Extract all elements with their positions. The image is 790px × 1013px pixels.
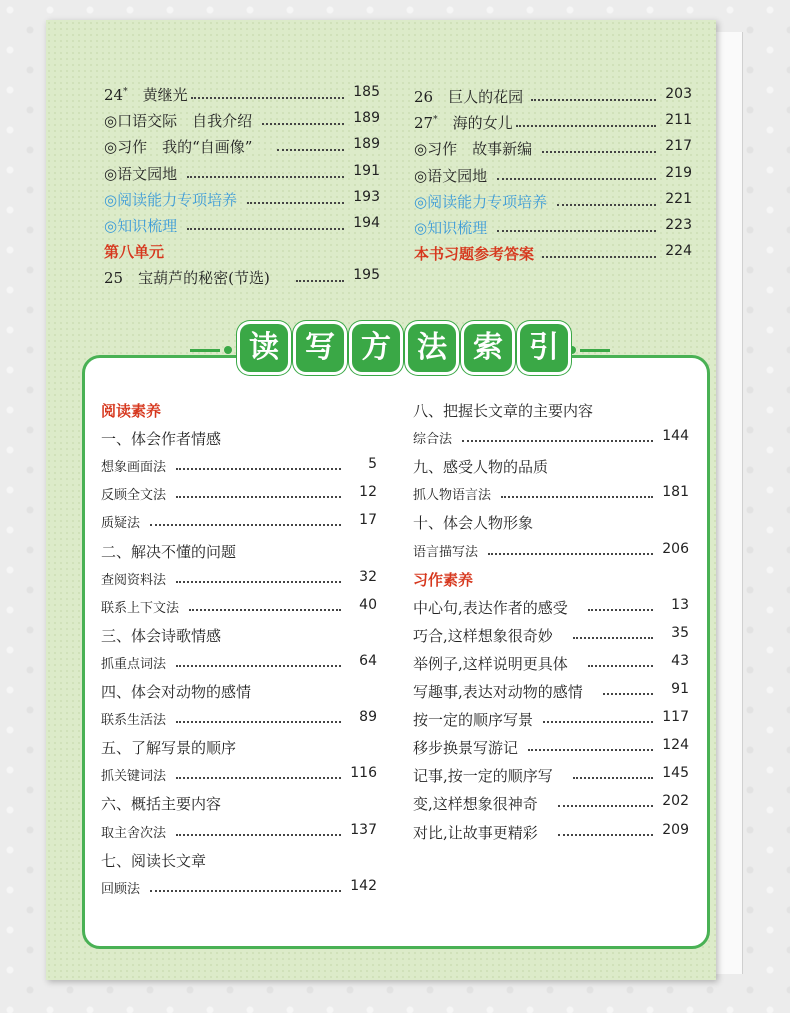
- index-entry: [413, 709, 689, 733]
- index-page-number: 142: [350, 877, 377, 894]
- toc-leader-dots: [187, 215, 344, 230]
- toc-number: 25: [104, 269, 124, 288]
- banner-char: 索: [464, 324, 512, 372]
- banner-line-right: [580, 349, 610, 352]
- toc-entry: [104, 267, 380, 291]
- banner-dot: [568, 346, 576, 354]
- index-page-number: 43: [671, 652, 689, 669]
- index-entry: [413, 456, 689, 480]
- index-entry: [101, 681, 377, 705]
- banner-char: 引: [520, 324, 568, 372]
- toc-leader-dots: [557, 191, 656, 206]
- toc-leader-dots: [296, 267, 344, 282]
- index-leader-dots: [150, 878, 341, 892]
- index-page-number: 91: [671, 681, 689, 697]
- index-item-label: 中心句,表达作者的感受: [413, 598, 568, 617]
- toc-leader-dots: [497, 217, 656, 232]
- index-leader-dots: [488, 541, 653, 555]
- toc-page-number: 189: [353, 136, 380, 153]
- index-page-number: 124: [662, 737, 689, 754]
- toc-asterisk: *: [433, 115, 438, 126]
- index-page-number: 206: [662, 540, 689, 557]
- toc-page-number: 191: [353, 162, 380, 179]
- index-page-number: 35: [671, 624, 689, 641]
- index-entry: [101, 850, 377, 874]
- index-leader-dots: [558, 822, 653, 836]
- index-leader-dots: [176, 822, 341, 836]
- index-leader-dots: [573, 625, 653, 639]
- index-page-number: 89: [359, 709, 377, 726]
- index-entry: [101, 484, 377, 508]
- toc-leader-dots: [516, 112, 656, 127]
- index-page-number: 13: [671, 596, 689, 613]
- index-heading: 一、体会作者情感: [101, 430, 222, 449]
- index-leader-dots: [176, 569, 341, 583]
- index-entry: [413, 484, 689, 508]
- banner-dot: [224, 346, 232, 354]
- banner-char: 读: [240, 324, 288, 372]
- index-entry: [413, 737, 689, 761]
- index-item-label: 变,这样想象很神奇: [413, 795, 538, 814]
- index-entry: [413, 512, 689, 536]
- toc-entry: [104, 241, 380, 265]
- index-page-number: 116: [350, 765, 377, 782]
- toc-title: 本书习题参考答案: [414, 245, 535, 264]
- index-item-label: 联系上下文法: [101, 600, 180, 616]
- toc-leader-dots: [497, 165, 656, 180]
- index-item-label: 想象画面法: [101, 460, 167, 476]
- index-heading: 六、概括主要内容: [101, 795, 222, 814]
- index-leader-dots: [603, 681, 653, 695]
- index-page-number: 5: [368, 456, 377, 473]
- toc-title: ◎知识梳理: [414, 219, 488, 237]
- index-entry: [413, 765, 689, 789]
- index-entry: [413, 541, 689, 565]
- index-entry: [101, 569, 377, 593]
- index-leader-dots: [150, 512, 341, 526]
- index-entry: [413, 681, 689, 705]
- index-leader-dots: [176, 653, 341, 667]
- index-entry: [413, 625, 689, 649]
- index-item-label: 举例子,这样说明更具体: [413, 654, 568, 673]
- index-entry: [101, 709, 377, 733]
- index-leader-dots: [176, 709, 341, 723]
- index-heading: 四、体会对动物的感情: [101, 683, 252, 701]
- index-entry: [413, 597, 689, 621]
- toc-entry-label: [414, 138, 532, 159]
- index-item-label: 反顾全文法: [101, 488, 167, 504]
- toc-entry-label: [104, 110, 252, 131]
- toc-leader-dots: [531, 86, 656, 101]
- toc-title: 宝葫芦的秘密(节选): [138, 269, 270, 288]
- toc-leader-dots: [277, 136, 344, 151]
- index-leader-dots: [558, 793, 653, 807]
- index-item-label: 对比,让故事更精彩: [413, 823, 538, 842]
- index-entry: [101, 765, 377, 789]
- toc-entry: [414, 217, 692, 241]
- index-entry: [413, 569, 689, 593]
- toc-page-number: 195: [353, 267, 380, 284]
- index-item-label: 抓人物语言法: [413, 488, 492, 504]
- toc-entry-label: [104, 267, 270, 288]
- toc-page-number: 189: [353, 110, 380, 127]
- toc-title: ◎语文园地: [414, 166, 488, 185]
- toc-title: ◎阅读能力专项培养: [104, 190, 238, 209]
- index-page-number: 144: [662, 428, 689, 445]
- toc-page-number: 219: [665, 164, 692, 181]
- index-item-label: 联系生活法: [101, 713, 167, 729]
- toc-entry: [414, 165, 692, 189]
- index-heading: 七、阅读长文章: [101, 851, 207, 870]
- index-item-label: 巧合,这样想象很奇妙: [413, 626, 553, 645]
- index-item-label: 移步换景写游记: [413, 739, 519, 758]
- index-leader-dots: [543, 709, 653, 723]
- toc-entry-label: [104, 241, 164, 262]
- toc-title: 海的女儿: [452, 114, 513, 133]
- toc-leader-dots: [187, 163, 344, 178]
- index-item-label: 语言描写法: [413, 544, 479, 560]
- index-entry: [101, 653, 377, 677]
- index-entry: [413, 793, 689, 817]
- toc-entry: [104, 84, 380, 108]
- toc-entry: [414, 86, 692, 110]
- toc-number: 26: [414, 88, 434, 106]
- index-page-number: 117: [662, 709, 689, 726]
- index-entry: [101, 541, 377, 565]
- index-page-number: 32: [359, 568, 377, 585]
- toc-entry: [414, 243, 692, 267]
- banner-char: 写: [296, 324, 344, 372]
- index-entry: [101, 512, 377, 536]
- toc-entry: [414, 138, 692, 162]
- toc-title: ◎阅读能力专项培养: [414, 192, 548, 211]
- index-item-label: 取主舍次法: [101, 825, 167, 841]
- index-leader-dots: [588, 597, 653, 611]
- banner-line-left: [190, 349, 220, 352]
- toc-title: ◎习作 我的“自画像”: [104, 138, 253, 157]
- index-page-number: 12: [359, 484, 377, 501]
- toc-title: ◎口语交际 自我介绍: [104, 112, 253, 131]
- index-page-number: 202: [662, 793, 689, 810]
- index-page-number: 209: [662, 821, 689, 838]
- index-entry: [413, 428, 689, 452]
- toc-entry: [104, 163, 380, 187]
- index-leader-dots: [501, 484, 653, 498]
- index-item-label: 质疑法: [101, 516, 141, 532]
- toc-entry-label: [414, 112, 513, 133]
- index-entry: [101, 428, 377, 452]
- toc-entry: [104, 189, 380, 213]
- toc-leader-dots: [247, 189, 344, 204]
- toc-entry-label: [104, 84, 188, 105]
- toc-entry-label: [104, 163, 177, 184]
- toc-page-number: 185: [353, 84, 380, 100]
- toc-entry-label: [414, 191, 547, 212]
- index-item-label: 抓重点词法: [101, 656, 167, 672]
- index-item-label: 综合法: [413, 432, 453, 448]
- toc-entry-label: [104, 136, 252, 157]
- index-page-number: 181: [662, 484, 689, 501]
- toc-entry-label: [414, 217, 487, 238]
- index-item-label: 写趣事,表达对动物的感情: [413, 683, 583, 701]
- index-leader-dots: [588, 653, 653, 667]
- toc-entry-label: [104, 189, 237, 210]
- toc-title: ◎知识梳理: [104, 217, 178, 235]
- index-heading: 二、解决不懂的问题: [101, 542, 237, 561]
- index-leader-dots: [189, 597, 341, 611]
- toc-page-number: 211: [665, 112, 692, 129]
- toc-page-number: 223: [665, 217, 692, 233]
- toc-entry-label: [414, 243, 534, 264]
- index-entry: [101, 878, 377, 902]
- toc-leader-dots: [542, 243, 656, 258]
- index-entry: [413, 822, 689, 846]
- toc-title: 巨人的花园: [448, 88, 524, 106]
- index-leader-dots: [528, 737, 653, 751]
- toc-leader-dots: [191, 84, 344, 99]
- index-leader-dots: [176, 484, 341, 498]
- index-page-number: 40: [359, 596, 377, 613]
- index-heading: 九、感受人物的品质: [413, 458, 549, 477]
- toc-leader-dots: [542, 138, 656, 153]
- toc-page-number: 221: [665, 190, 692, 207]
- toc-entry: [414, 191, 692, 215]
- index-entry: [101, 456, 377, 480]
- index-heading: 三、体会诗歌情感: [101, 626, 222, 645]
- toc-title: ◎习作 故事新编: [414, 140, 533, 159]
- index-page-number: 17: [359, 512, 377, 529]
- index-entry: [413, 653, 689, 677]
- toc-title: 第八单元: [104, 243, 165, 262]
- index-banner: [190, 322, 610, 378]
- toc-entry-label: [414, 165, 487, 186]
- toc-title: ◎语文园地: [104, 164, 178, 183]
- toc-entry: [104, 215, 380, 239]
- index-panel: [82, 355, 710, 949]
- toc-page-number: 224: [665, 243, 692, 260]
- index-item-label: 回顾法: [101, 881, 141, 897]
- index-item-label: 查阅资料法: [101, 572, 167, 588]
- index-entry: [101, 597, 377, 621]
- toc-number: 24: [104, 86, 124, 104]
- index-entry: [101, 625, 377, 649]
- index-leader-dots: [176, 765, 341, 779]
- index-page-number: 145: [662, 765, 689, 782]
- toc-page-number: 194: [353, 215, 380, 231]
- toc-number: 27: [414, 114, 434, 133]
- index-page-number: 137: [350, 821, 377, 838]
- toc-entry: [104, 136, 380, 160]
- toc-asterisk: *: [123, 87, 128, 97]
- toc-entry-label: [104, 215, 177, 236]
- index-leader-dots: [176, 456, 341, 470]
- index-leader-dots: [573, 765, 653, 779]
- index-item-label: 按一定的顺序写景: [413, 711, 534, 730]
- toc-entry-label: [414, 86, 523, 107]
- index-entry: [101, 400, 377, 424]
- index-entry: [101, 793, 377, 817]
- index-section-title: 阅读素养: [101, 402, 162, 420]
- index-heading: 八、把握长文章的主要内容: [413, 402, 594, 420]
- banner-char: 法: [408, 324, 456, 372]
- banner-char: 方: [352, 324, 400, 372]
- index-heading: 十、体会人物形象: [413, 514, 534, 533]
- toc-page-number: 217: [665, 138, 692, 155]
- toc-entry: [104, 110, 380, 134]
- index-heading: 五、了解写景的顺序: [101, 739, 237, 758]
- toc-entry: [414, 112, 692, 136]
- index-leader-dots: [462, 428, 653, 442]
- toc-title: 黄继光: [142, 86, 188, 104]
- index-page-number: 64: [359, 652, 377, 669]
- toc-page-number: 193: [353, 188, 380, 205]
- index-entry: [101, 822, 377, 846]
- index-section-title: 习作素养: [413, 570, 474, 589]
- index-entry: [413, 400, 689, 424]
- toc-leader-dots: [262, 110, 344, 125]
- index-item-label: 记事,按一定的顺序写: [413, 767, 553, 786]
- index-item-label: 抓关键词法: [101, 769, 167, 785]
- toc-page-number: 203: [665, 86, 692, 102]
- index-entry: [101, 737, 377, 761]
